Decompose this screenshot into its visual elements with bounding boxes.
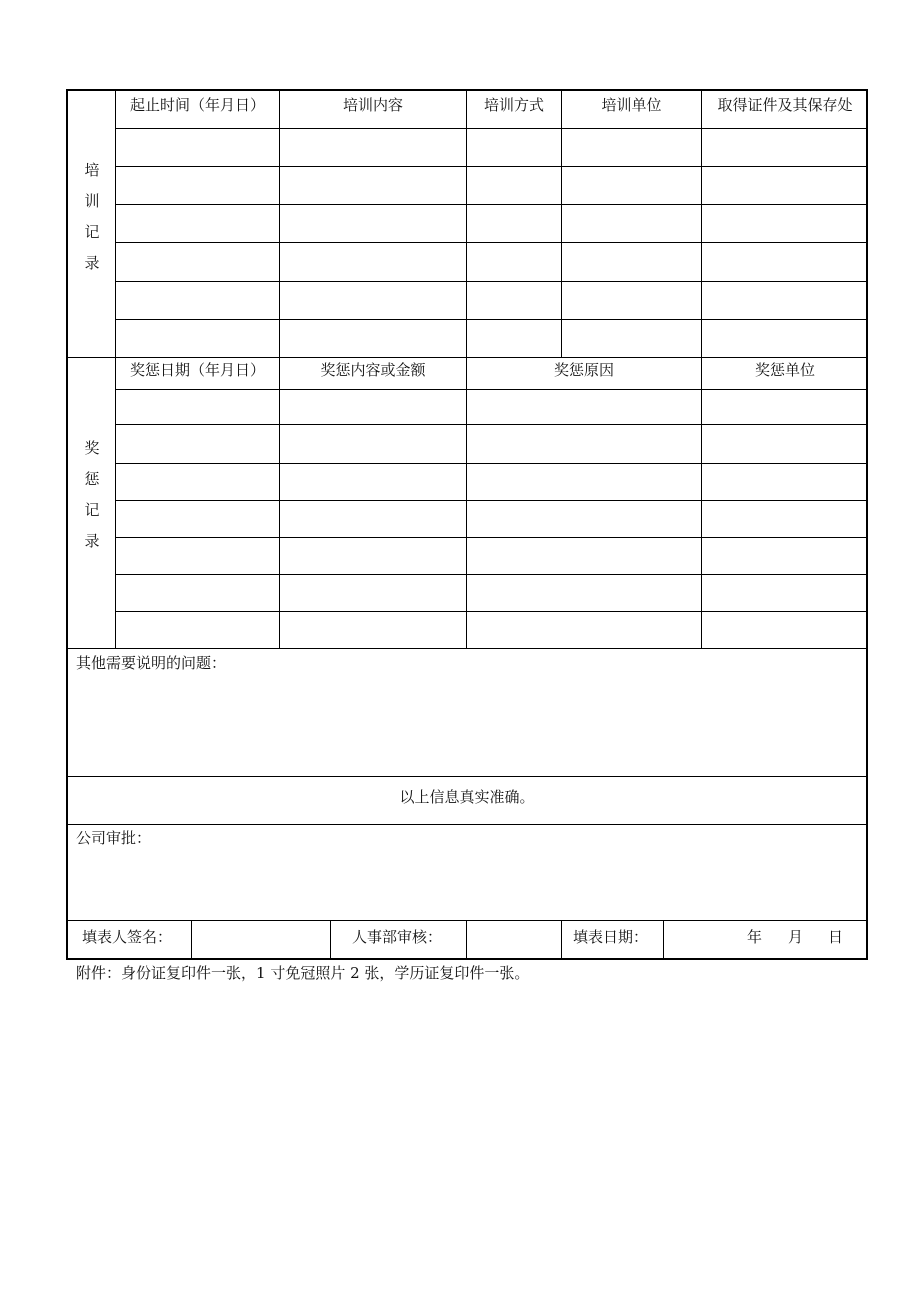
other-issues-field[interactable] bbox=[76, 675, 856, 771]
column-divider bbox=[561, 920, 562, 960]
filler-signature-label: 填表人签名： bbox=[82, 928, 173, 946]
column-divider bbox=[330, 920, 331, 960]
row-divider bbox=[115, 424, 866, 425]
training-header-content: 培训内容 bbox=[342, 96, 403, 114]
training-header-method: 培训方式 bbox=[483, 96, 544, 114]
date-month-label: 月 bbox=[788, 928, 804, 946]
company-approval-label: 公司审批： bbox=[76, 829, 152, 847]
training-section-label: 培 训 记 录 bbox=[84, 161, 100, 272]
section-divider bbox=[68, 920, 866, 921]
rewards-header-reason: 奖惩原因 bbox=[553, 361, 614, 379]
row-divider bbox=[115, 463, 866, 464]
column-divider bbox=[191, 920, 192, 960]
rewards-header-content: 奖惩内容或金额 bbox=[320, 361, 426, 379]
training-header-unit: 培训单位 bbox=[601, 96, 662, 114]
section-divider bbox=[68, 776, 866, 777]
training-header-certificate: 取得证件及其保存处 bbox=[717, 96, 853, 114]
training-header-period: 起止时间（年月日） bbox=[129, 96, 265, 114]
column-divider bbox=[561, 91, 562, 357]
rewards-header-date: 奖惩日期（年月日） bbox=[129, 361, 265, 379]
other-issues-label: 其他需要说明的问题： bbox=[76, 654, 227, 672]
row-divider bbox=[115, 204, 866, 205]
row-divider bbox=[115, 537, 866, 538]
date-day-label: 日 bbox=[828, 928, 844, 946]
section-divider bbox=[68, 648, 866, 649]
date-year-label: 年 bbox=[747, 928, 763, 946]
filler-signature-field[interactable] bbox=[194, 927, 328, 951]
row-divider bbox=[115, 611, 866, 612]
section-divider bbox=[68, 824, 866, 825]
row-divider bbox=[115, 389, 866, 390]
hr-review-label: 人事部审核： bbox=[352, 928, 443, 946]
attachment-note: 附件：身份证复印件一张，1 寸免冠照片 2 张，学历证复印件一张。 bbox=[76, 964, 530, 982]
row-divider bbox=[115, 166, 866, 167]
fill-date-label: 填表日期： bbox=[573, 928, 649, 946]
column-divider bbox=[466, 920, 467, 960]
declaration-text: 以上信息真实准确。 bbox=[399, 788, 535, 806]
column-divider bbox=[663, 920, 664, 960]
hr-review-field[interactable] bbox=[469, 927, 559, 951]
row-divider bbox=[115, 574, 866, 575]
employee-record-form bbox=[66, 89, 868, 960]
company-approval-field[interactable] bbox=[76, 851, 856, 917]
row-divider bbox=[115, 281, 866, 282]
section-divider bbox=[68, 357, 866, 358]
row-divider bbox=[115, 319, 866, 320]
row-divider bbox=[115, 500, 866, 501]
rewards-section-label: 奖 惩 记 录 bbox=[84, 439, 100, 550]
row-divider bbox=[115, 128, 866, 129]
rewards-header-unit: 奖惩单位 bbox=[754, 361, 815, 379]
row-divider bbox=[115, 242, 866, 243]
